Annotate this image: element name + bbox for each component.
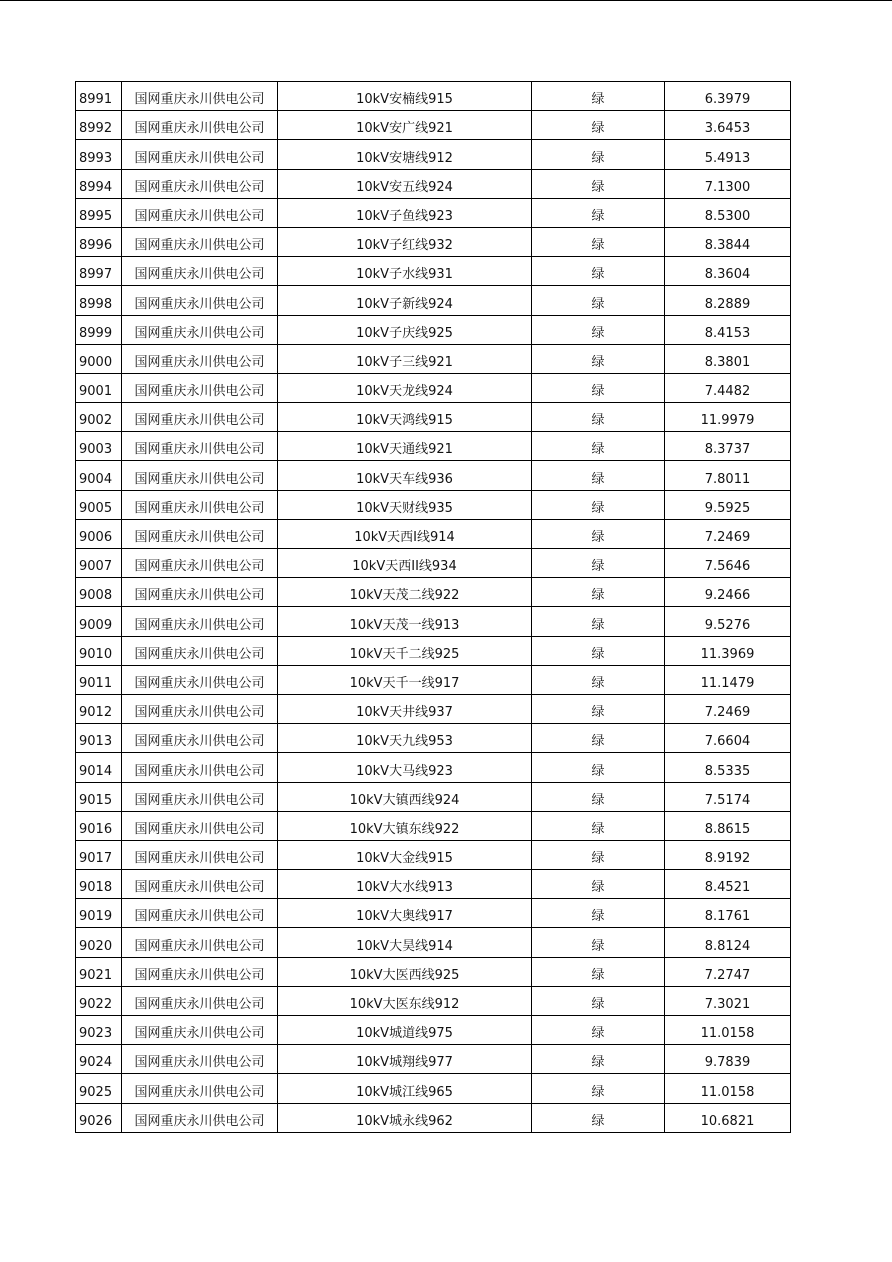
company-cell: 国网重庆永川供电公司 bbox=[122, 578, 278, 607]
value-cell: 8.4153 bbox=[665, 315, 791, 344]
line-name-cell: 10kV安楠线915 bbox=[278, 82, 532, 111]
company-cell: 国网重庆永川供电公司 bbox=[122, 899, 278, 928]
value-cell: 7.1300 bbox=[665, 169, 791, 198]
table-row bbox=[76, 198, 791, 227]
row-number-cell: 9013 bbox=[76, 724, 122, 753]
row-number-cell: 9023 bbox=[76, 1016, 122, 1045]
row-number-cell: 9010 bbox=[76, 636, 122, 665]
line-name-cell: 10kV子水线931 bbox=[278, 257, 532, 286]
value-cell: 8.2889 bbox=[665, 286, 791, 315]
status-cell: 绿 bbox=[532, 169, 665, 198]
company-cell: 国网重庆永川供电公司 bbox=[122, 1103, 278, 1132]
company-cell: 国网重庆永川供电公司 bbox=[122, 665, 278, 694]
table-body bbox=[76, 82, 791, 1133]
row-number-cell: 8996 bbox=[76, 227, 122, 256]
value-cell: 8.4521 bbox=[665, 870, 791, 899]
status-cell: 绿 bbox=[532, 1045, 665, 1074]
status-cell: 绿 bbox=[532, 928, 665, 957]
table-row bbox=[76, 1016, 791, 1045]
row-number-cell: 9009 bbox=[76, 607, 122, 636]
table-row bbox=[76, 519, 791, 548]
page-top-rule bbox=[0, 0, 892, 1]
company-cell: 国网重庆永川供电公司 bbox=[122, 1074, 278, 1103]
line-name-cell: 10kV天井线937 bbox=[278, 694, 532, 723]
table-row bbox=[76, 1045, 791, 1074]
table-row bbox=[76, 928, 791, 957]
row-number-cell: 9008 bbox=[76, 578, 122, 607]
value-cell: 7.3021 bbox=[665, 986, 791, 1015]
status-cell: 绿 bbox=[532, 519, 665, 548]
line-name-cell: 10kV子红线932 bbox=[278, 227, 532, 256]
line-name-cell: 10kV天财线935 bbox=[278, 490, 532, 519]
status-cell: 绿 bbox=[532, 549, 665, 578]
row-number-cell: 9020 bbox=[76, 928, 122, 957]
value-cell: 7.6604 bbox=[665, 724, 791, 753]
table-row bbox=[76, 286, 791, 315]
status-cell: 绿 bbox=[532, 578, 665, 607]
table-row bbox=[76, 140, 791, 169]
row-number-cell: 9001 bbox=[76, 373, 122, 402]
table-row bbox=[76, 957, 791, 986]
value-cell: 7.4482 bbox=[665, 373, 791, 402]
line-name-cell: 10kV子新线924 bbox=[278, 286, 532, 315]
line-name-cell: 10kV城永线962 bbox=[278, 1103, 532, 1132]
table-row bbox=[76, 403, 791, 432]
table-row bbox=[76, 607, 791, 636]
company-cell: 国网重庆永川供电公司 bbox=[122, 111, 278, 140]
table-row bbox=[76, 811, 791, 840]
value-cell: 6.3979 bbox=[665, 82, 791, 111]
table-row bbox=[76, 694, 791, 723]
company-cell: 国网重庆永川供电公司 bbox=[122, 490, 278, 519]
company-cell: 国网重庆永川供电公司 bbox=[122, 782, 278, 811]
table-row bbox=[76, 227, 791, 256]
status-cell: 绿 bbox=[532, 344, 665, 373]
status-cell: 绿 bbox=[532, 111, 665, 140]
company-cell: 国网重庆永川供电公司 bbox=[122, 1045, 278, 1074]
company-cell: 国网重庆永川供电公司 bbox=[122, 607, 278, 636]
company-cell: 国网重庆永川供电公司 bbox=[122, 811, 278, 840]
line-name-cell: 10kV安五线924 bbox=[278, 169, 532, 198]
status-cell: 绿 bbox=[532, 636, 665, 665]
company-cell: 国网重庆永川供电公司 bbox=[122, 928, 278, 957]
value-cell: 7.5646 bbox=[665, 549, 791, 578]
company-cell: 国网重庆永川供电公司 bbox=[122, 549, 278, 578]
row-number-cell: 8999 bbox=[76, 315, 122, 344]
line-name-cell: 10kV大马线923 bbox=[278, 753, 532, 782]
table-row bbox=[76, 432, 791, 461]
status-cell: 绿 bbox=[532, 811, 665, 840]
row-number-cell: 9025 bbox=[76, 1074, 122, 1103]
value-cell: 8.8615 bbox=[665, 811, 791, 840]
line-name-cell: 10kV子庆线925 bbox=[278, 315, 532, 344]
row-number-cell: 9015 bbox=[76, 782, 122, 811]
company-cell: 国网重庆永川供电公司 bbox=[122, 870, 278, 899]
company-cell: 国网重庆永川供电公司 bbox=[122, 461, 278, 490]
status-cell: 绿 bbox=[532, 665, 665, 694]
value-cell: 11.1479 bbox=[665, 665, 791, 694]
line-name-cell: 10kV天西II线934 bbox=[278, 549, 532, 578]
status-cell: 绿 bbox=[532, 870, 665, 899]
status-cell: 绿 bbox=[532, 753, 665, 782]
value-cell: 5.4913 bbox=[665, 140, 791, 169]
line-name-cell: 10kV大金线915 bbox=[278, 840, 532, 869]
line-name-cell: 10kV大镇西线924 bbox=[278, 782, 532, 811]
table-row bbox=[76, 665, 791, 694]
table-row bbox=[76, 840, 791, 869]
status-cell: 绿 bbox=[532, 1016, 665, 1045]
value-cell: 8.3737 bbox=[665, 432, 791, 461]
line-name-cell: 10kV天通线921 bbox=[278, 432, 532, 461]
line-name-cell: 10kV天茂一线913 bbox=[278, 607, 532, 636]
row-number-cell: 9011 bbox=[76, 665, 122, 694]
table-row bbox=[76, 636, 791, 665]
line-name-cell: 10kV大镇东线922 bbox=[278, 811, 532, 840]
company-cell: 国网重庆永川供电公司 bbox=[122, 373, 278, 402]
value-cell: 8.5335 bbox=[665, 753, 791, 782]
row-number-cell: 9006 bbox=[76, 519, 122, 548]
company-cell: 国网重庆永川供电公司 bbox=[122, 694, 278, 723]
status-cell: 绿 bbox=[532, 1103, 665, 1132]
company-cell: 国网重庆永川供电公司 bbox=[122, 257, 278, 286]
company-cell: 国网重庆永川供电公司 bbox=[122, 957, 278, 986]
company-cell: 国网重庆永川供电公司 bbox=[122, 724, 278, 753]
company-cell: 国网重庆永川供电公司 bbox=[122, 198, 278, 227]
company-cell: 国网重庆永川供电公司 bbox=[122, 403, 278, 432]
company-cell: 国网重庆永川供电公司 bbox=[122, 753, 278, 782]
company-cell: 国网重庆永川供电公司 bbox=[122, 315, 278, 344]
status-cell: 绿 bbox=[532, 432, 665, 461]
value-cell: 9.5276 bbox=[665, 607, 791, 636]
value-cell: 8.5300 bbox=[665, 198, 791, 227]
line-name-cell: 10kV天九线953 bbox=[278, 724, 532, 753]
company-cell: 国网重庆永川供电公司 bbox=[122, 519, 278, 548]
table-row bbox=[76, 753, 791, 782]
status-cell: 绿 bbox=[532, 1074, 665, 1103]
value-cell: 7.2747 bbox=[665, 957, 791, 986]
value-cell: 8.3801 bbox=[665, 344, 791, 373]
line-name-cell: 10kV子三线921 bbox=[278, 344, 532, 373]
value-cell: 8.3604 bbox=[665, 257, 791, 286]
line-name-cell: 10kV大医西线925 bbox=[278, 957, 532, 986]
table-row bbox=[76, 1074, 791, 1103]
line-name-cell: 10kV城翔线977 bbox=[278, 1045, 532, 1074]
company-cell: 国网重庆永川供电公司 bbox=[122, 169, 278, 198]
company-cell: 国网重庆永川供电公司 bbox=[122, 1016, 278, 1045]
row-number-cell: 8992 bbox=[76, 111, 122, 140]
value-cell: 7.2469 bbox=[665, 694, 791, 723]
line-name-cell: 10kV安塘线912 bbox=[278, 140, 532, 169]
table-row bbox=[76, 724, 791, 753]
status-cell: 绿 bbox=[532, 198, 665, 227]
line-name-cell: 10kV大水线913 bbox=[278, 870, 532, 899]
line-name-cell: 10kV天千一线917 bbox=[278, 665, 532, 694]
company-cell: 国网重庆永川供电公司 bbox=[122, 344, 278, 373]
line-name-cell: 10kV天龙线924 bbox=[278, 373, 532, 402]
row-number-cell: 9019 bbox=[76, 899, 122, 928]
table-row bbox=[76, 578, 791, 607]
line-name-cell: 10kV天茂二线922 bbox=[278, 578, 532, 607]
value-cell: 11.0158 bbox=[665, 1074, 791, 1103]
table-row bbox=[76, 1103, 791, 1132]
line-name-cell: 10kV天鸿线915 bbox=[278, 403, 532, 432]
company-cell: 国网重庆永川供电公司 bbox=[122, 840, 278, 869]
row-number-cell: 9012 bbox=[76, 694, 122, 723]
row-number-cell: 8995 bbox=[76, 198, 122, 227]
value-cell: 9.7839 bbox=[665, 1045, 791, 1074]
line-name-cell: 10kV天西I线914 bbox=[278, 519, 532, 548]
line-name-cell: 10kV子鱼线923 bbox=[278, 198, 532, 227]
table-row bbox=[76, 169, 791, 198]
row-number-cell: 9021 bbox=[76, 957, 122, 986]
company-cell: 国网重庆永川供电公司 bbox=[122, 286, 278, 315]
value-cell: 11.3969 bbox=[665, 636, 791, 665]
table-row bbox=[76, 111, 791, 140]
value-cell: 8.8124 bbox=[665, 928, 791, 957]
status-cell: 绿 bbox=[532, 899, 665, 928]
line-name-cell: 10kV大医东线912 bbox=[278, 986, 532, 1015]
status-cell: 绿 bbox=[532, 490, 665, 519]
value-cell: 8.9192 bbox=[665, 840, 791, 869]
status-cell: 绿 bbox=[532, 315, 665, 344]
table-row bbox=[76, 782, 791, 811]
table-row bbox=[76, 344, 791, 373]
value-cell: 9.2466 bbox=[665, 578, 791, 607]
company-cell: 国网重庆永川供电公司 bbox=[122, 432, 278, 461]
value-cell: 9.5925 bbox=[665, 490, 791, 519]
line-name-cell: 10kV天车线936 bbox=[278, 461, 532, 490]
row-number-cell: 9000 bbox=[76, 344, 122, 373]
status-cell: 绿 bbox=[532, 607, 665, 636]
status-cell: 绿 bbox=[532, 461, 665, 490]
status-cell: 绿 bbox=[532, 986, 665, 1015]
status-cell: 绿 bbox=[532, 403, 665, 432]
status-cell: 绿 bbox=[532, 82, 665, 111]
row-number-cell: 9002 bbox=[76, 403, 122, 432]
row-number-cell: 9007 bbox=[76, 549, 122, 578]
company-cell: 国网重庆永川供电公司 bbox=[122, 82, 278, 111]
table-row bbox=[76, 870, 791, 899]
table-row bbox=[76, 82, 791, 111]
value-cell: 10.6821 bbox=[665, 1103, 791, 1132]
data-table bbox=[75, 81, 791, 1133]
line-name-cell: 10kV大奥线917 bbox=[278, 899, 532, 928]
table-row bbox=[76, 373, 791, 402]
value-cell: 11.9979 bbox=[665, 403, 791, 432]
status-cell: 绿 bbox=[532, 840, 665, 869]
status-cell: 绿 bbox=[532, 724, 665, 753]
status-cell: 绿 bbox=[532, 957, 665, 986]
status-cell: 绿 bbox=[532, 140, 665, 169]
value-cell: 7.8011 bbox=[665, 461, 791, 490]
row-number-cell: 9005 bbox=[76, 490, 122, 519]
table-row bbox=[76, 490, 791, 519]
value-cell: 7.5174 bbox=[665, 782, 791, 811]
line-name-cell: 10kV安广线921 bbox=[278, 111, 532, 140]
row-number-cell: 8997 bbox=[76, 257, 122, 286]
row-number-cell: 9024 bbox=[76, 1045, 122, 1074]
row-number-cell: 9018 bbox=[76, 870, 122, 899]
status-cell: 绿 bbox=[532, 257, 665, 286]
value-cell: 3.6453 bbox=[665, 111, 791, 140]
company-cell: 国网重庆永川供电公司 bbox=[122, 986, 278, 1015]
table-row bbox=[76, 549, 791, 578]
line-name-cell: 10kV城道线975 bbox=[278, 1016, 532, 1045]
value-cell: 8.3844 bbox=[665, 227, 791, 256]
row-number-cell: 9022 bbox=[76, 986, 122, 1015]
company-cell: 国网重庆永川供电公司 bbox=[122, 227, 278, 256]
status-cell: 绿 bbox=[532, 782, 665, 811]
company-cell: 国网重庆永川供电公司 bbox=[122, 636, 278, 665]
status-cell: 绿 bbox=[532, 286, 665, 315]
status-cell: 绿 bbox=[532, 373, 665, 402]
value-cell: 11.0158 bbox=[665, 1016, 791, 1045]
row-number-cell: 9014 bbox=[76, 753, 122, 782]
row-number-cell: 8993 bbox=[76, 140, 122, 169]
line-name-cell: 10kV城江线965 bbox=[278, 1074, 532, 1103]
row-number-cell: 9026 bbox=[76, 1103, 122, 1132]
value-cell: 8.1761 bbox=[665, 899, 791, 928]
table-row bbox=[76, 461, 791, 490]
table-row bbox=[76, 899, 791, 928]
line-name-cell: 10kV天千二线925 bbox=[278, 636, 532, 665]
row-number-cell: 9004 bbox=[76, 461, 122, 490]
table-row bbox=[76, 986, 791, 1015]
status-cell: 绿 bbox=[532, 694, 665, 723]
company-cell: 国网重庆永川供电公司 bbox=[122, 140, 278, 169]
status-cell: 绿 bbox=[532, 227, 665, 256]
line-name-cell: 10kV大昊线914 bbox=[278, 928, 532, 957]
row-number-cell: 9003 bbox=[76, 432, 122, 461]
table-row bbox=[76, 315, 791, 344]
table-row bbox=[76, 257, 791, 286]
row-number-cell: 8994 bbox=[76, 169, 122, 198]
row-number-cell: 9016 bbox=[76, 811, 122, 840]
row-number-cell: 8991 bbox=[76, 82, 122, 111]
value-cell: 7.2469 bbox=[665, 519, 791, 548]
row-number-cell: 9017 bbox=[76, 840, 122, 869]
row-number-cell: 8998 bbox=[76, 286, 122, 315]
